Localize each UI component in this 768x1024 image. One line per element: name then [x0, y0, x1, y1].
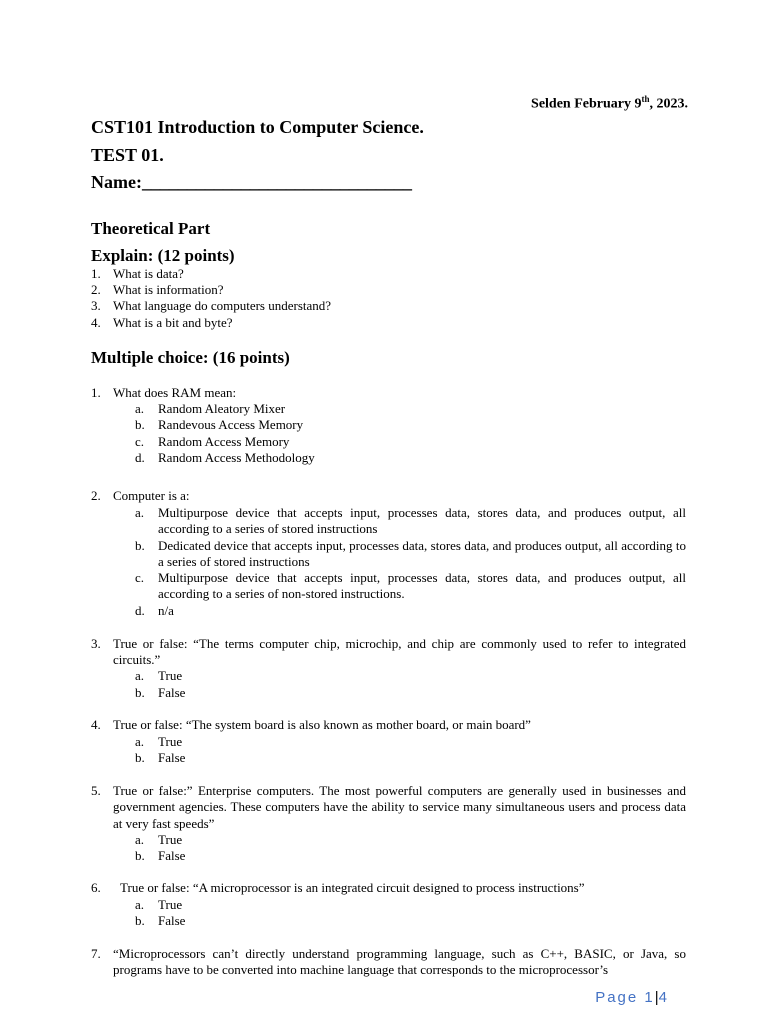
page-word: Page [595, 989, 639, 1006]
option-text: Random Access Memory [158, 434, 290, 449]
option-text: True [158, 734, 183, 749]
list-item: What language do computers understand? [113, 298, 332, 313]
option-text: False [158, 913, 186, 928]
option-letter: a. [135, 734, 145, 749]
multiple-choice-heading: Multiple choice: (16 points) [91, 348, 290, 367]
question-text: True or false: “The terms computer chip, microchip, and chip are commonly used to refer to integrated circuits.” [113, 636, 686, 668]
option-letter: a. [135, 505, 145, 520]
page-footer [595, 989, 669, 1006]
list-number: 3. [91, 298, 101, 313]
list-number: 2. [91, 282, 101, 297]
list-item: What is a bit and byte? [113, 315, 233, 330]
option-text: False [158, 848, 186, 863]
page-total: 4 [658, 989, 669, 1006]
question-number: 4. [91, 717, 101, 732]
question-text: True or false: “The system board is also known as mother board, or main board” [113, 717, 531, 732]
option-letter: a. [135, 668, 145, 683]
question-text: “Microprocessors can’t directly understand programming language, such as C++, BASIC, or Java, so programs have to be converted into machine language that corresponds to the microprocessor’s [113, 946, 686, 978]
option-letter: d. [135, 603, 145, 618]
question-number: 7. [91, 946, 101, 961]
question-number: 3. [91, 636, 101, 651]
option-text: Randevous Access Memory [158, 417, 304, 432]
option-text: Random Aleatory Mixer [158, 401, 286, 416]
option-letter: b. [135, 685, 145, 700]
option-letter: c. [135, 434, 145, 449]
option-letter: b. [135, 750, 145, 765]
option-letter: b. [135, 913, 145, 928]
option-letter: d. [135, 450, 145, 465]
option-text: Random Access Methodology [158, 450, 315, 465]
option-text: Dedicated device that accepts input, processes data, stores data, and produces output, all according to a series of stored instructions [158, 538, 686, 570]
question-text: True or false:” Enterprise computers. The most powerful computers are generally used in businesses and government agencies. These computers have the ability to service many simultaneous users and process data at very fast speeds” [113, 783, 686, 831]
list-item: What is data? [113, 266, 184, 281]
option-text: n/a [158, 603, 174, 618]
question-text: What does RAM mean: [113, 385, 237, 400]
question-number: 1. [91, 385, 101, 400]
question-number: 6. [91, 880, 101, 895]
explain-heading: Explain: (12 points) [91, 246, 235, 265]
option-text: True [158, 897, 183, 912]
question-text: Computer is a: [113, 488, 190, 503]
option-letter: c. [135, 570, 145, 585]
option-text: Multipurpose device that accepts input, processes data, stores data, and produces output, all according to a series of stored instructions [158, 505, 686, 537]
option-letter: b. [135, 417, 145, 432]
option-text: True [158, 668, 183, 683]
option-letter: a. [135, 832, 145, 847]
question-number: 5. [91, 783, 101, 798]
question-number: 2. [91, 488, 101, 503]
section-title-theory: Theoretical Part [91, 219, 211, 238]
option-letter: a. [135, 897, 145, 912]
student-name-line: Name:______________________________ [91, 172, 412, 192]
option-text: False [158, 750, 186, 765]
list-item: What is information? [113, 282, 224, 297]
option-text: True [158, 832, 183, 847]
list-number: 4. [91, 315, 101, 330]
option-letter: b. [135, 538, 145, 553]
option-text: False [158, 685, 186, 700]
course-title: CST101 Introduction to Computer Science. [91, 117, 424, 137]
list-number: 1. [91, 266, 101, 281]
page-separator: | [654, 989, 659, 1006]
exam-date: Selden February 9th, 2023. [531, 94, 688, 112]
page-current: 1 [644, 989, 655, 1006]
question-text: True or false: “A microprocessor is an integrated circuit designed to process instructions” [120, 880, 585, 895]
test-title: TEST 01. [91, 145, 164, 165]
option-letter: b. [135, 848, 145, 863]
option-letter: a. [135, 401, 145, 416]
option-text: Multipurpose device that accepts input, processes data, stores data, and produces output, all according to a series of non-stored instructions. [158, 570, 686, 602]
